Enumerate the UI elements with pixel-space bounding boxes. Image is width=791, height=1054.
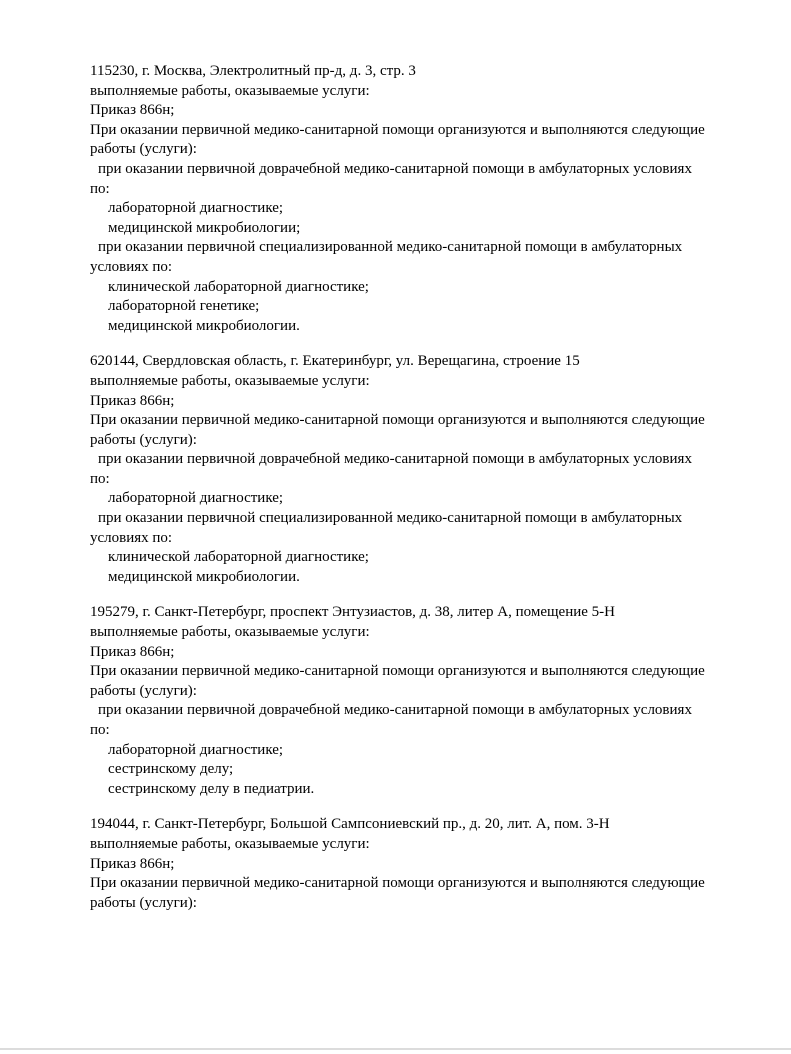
text-line: лабораторной диагностике;	[108, 490, 284, 507]
text-line: работы (услуги):	[90, 431, 197, 448]
text-line: выполняемые работы, оказываемые услуги:	[90, 372, 370, 389]
text-line: клинической лабораторной диагностике;	[108, 278, 369, 295]
license-address-section	[90, 815, 745, 913]
text-line: работы (услуги):	[90, 682, 197, 699]
section-address-line: 620144, Свердловская область, г. Екатеринбург, ул. Верещагина, строение 15	[90, 353, 580, 370]
text-line: При оказании первичной медико-санитарной помощи организуются и выполняются следующие	[90, 121, 705, 138]
document-body	[90, 62, 745, 929]
text-line: по:	[90, 470, 110, 487]
text-line: лабораторной диагностике;	[108, 200, 284, 217]
text-line: Приказ 866н;	[90, 392, 175, 409]
text-line: выполняемые работы, оказываемые услуги:	[90, 835, 370, 852]
page-bottom-divider	[0, 1048, 791, 1050]
text-line: работы (услуги):	[90, 894, 197, 911]
text-line: работы (услуги):	[90, 141, 197, 158]
text-line: при оказании первичной специализированной медико-санитарной помощи в амбулаторных	[98, 510, 683, 527]
text-line: выполняемые работы, оказываемые услуги:	[90, 82, 370, 99]
text-line: лабораторной диагностике;	[108, 741, 284, 758]
text-line: При оказании первичной медико-санитарной помощи организуются и выполняются следующие	[90, 663, 705, 680]
text-line: При оказании первичной медико-санитарной помощи организуются и выполняются следующие	[90, 412, 705, 429]
text-line: сестринскому делу;	[108, 761, 234, 778]
text-line: Приказ 866н;	[90, 643, 175, 660]
text-line: При оказании первичной медико-санитарной помощи организуются и выполняются следующие	[90, 875, 705, 892]
text-line: лабораторной генетике;	[108, 298, 260, 315]
text-line: условиях по:	[90, 529, 173, 546]
text-line: медицинской микробиологии.	[108, 568, 300, 585]
text-line: клинической лабораторной диагностике;	[108, 549, 369, 566]
text-line: медицинской микробиологии.	[108, 317, 300, 334]
text-line: медицинской микробиологии;	[108, 219, 301, 236]
text-line: Приказ 866н;	[90, 102, 175, 119]
section-address-line: 195279, г. Санкт-Петербург, проспект Энтузиастов, д. 38, литер А, помещение 5-Н	[90, 604, 615, 621]
text-line: условиях по:	[90, 258, 173, 275]
text-line: выполняемые работы, оказываемые услуги:	[90, 624, 370, 641]
text-line: по:	[90, 180, 110, 197]
text-line: при оказании первичной доврачебной медико-санитарной помощи в амбулаторных условиях	[98, 702, 692, 719]
text-line: при оказании первичной доврачебной медико-санитарной помощи в амбулаторных условиях	[98, 451, 692, 468]
license-address-section	[90, 62, 745, 336]
text-line: по:	[90, 722, 110, 738]
section-address-line: 194044, г. Санкт-Петербург, Большой Сампсониевский пр., д. 20, лит. А, пом. 3-Н	[90, 816, 610, 833]
text-line: при оказании первичной специализированной медико-санитарной помощи в амбулаторных	[98, 239, 683, 256]
license-address-section	[90, 603, 745, 799]
text-line: при оказании первичной доврачебной медико-санитарной помощи в амбулаторных условиях	[98, 160, 692, 177]
text-line: сестринскому делу в педиатрии.	[108, 780, 315, 797]
license-address-section	[90, 352, 745, 587]
section-address-line: 115230, г. Москва, Электролитный пр-д, д. 3, стр. 3	[90, 63, 416, 79]
text-line: Приказ 866н;	[90, 855, 175, 872]
